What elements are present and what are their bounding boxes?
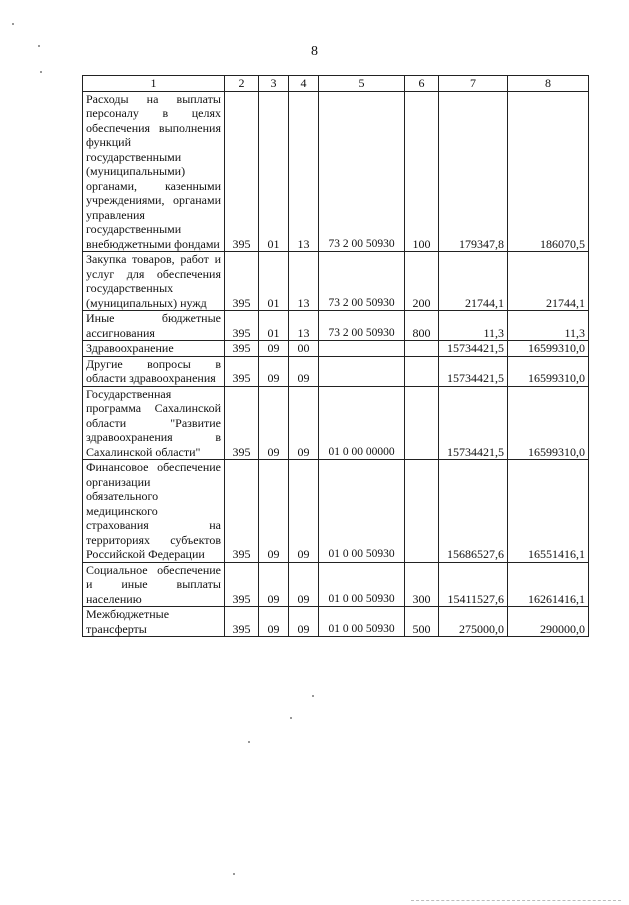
scan-edge-line [411,900,621,901]
ministry-code: 395 [225,252,259,311]
expense-name: Иные бюджетные ассигнования [83,311,225,341]
ministry-code: 395 [225,460,259,563]
column-header: 8 [508,76,589,92]
expense-type-code [405,356,439,386]
target-article-code: 01 0 00 50930 [319,460,405,563]
scan-speck [233,873,235,875]
amount-year-2: 16599310,0 [508,356,589,386]
section-code: 01 [259,252,289,311]
target-article-code: 01 0 00 50930 [319,607,405,637]
amount-year-1: 11,3 [439,311,508,341]
subsection-code: 09 [289,607,319,637]
subsection-code: 13 [289,91,319,252]
expense-type-code [405,386,439,460]
expense-type-code: 800 [405,311,439,341]
scan-speck [40,71,42,73]
expense-name: Здравоохранение [83,341,225,357]
ministry-code: 395 [225,341,259,357]
section-code: 09 [259,356,289,386]
subsection-code: 09 [289,460,319,563]
table-row [83,607,589,637]
column-header: 2 [225,76,259,92]
expense-type-code: 200 [405,252,439,311]
amount-year-2: 16551416,1 [508,460,589,563]
expense-name: Другие вопросы в области здравоохранения [83,356,225,386]
subsection-code: 13 [289,311,319,341]
ministry-code: 395 [225,91,259,252]
section-code: 09 [259,341,289,357]
section-code: 09 [259,607,289,637]
expense-type-code: 500 [405,607,439,637]
scan-speck [12,23,14,25]
amount-year-2: 16261416,1 [508,562,589,607]
amount-year-2: 16599310,0 [508,386,589,460]
expense-type-code: 300 [405,562,439,607]
subsection-code: 09 [289,562,319,607]
section-code: 09 [259,562,289,607]
scan-speck [248,741,250,743]
column-header: 6 [405,76,439,92]
column-header: 5 [319,76,405,92]
target-article-code [319,341,405,357]
section-code: 09 [259,386,289,460]
table-row [83,252,589,311]
expense-name: Государственная программа Сахалинской области "Развитие здравоохранения в Сахалинской области" [83,386,225,460]
expense-name: Межбюджетные трансферты [83,607,225,637]
section-code: 01 [259,91,289,252]
column-header: 3 [259,76,289,92]
table-row [83,562,589,607]
column-header: 1 [83,76,225,92]
expense-type-code: 100 [405,91,439,252]
amount-year-1: 15734421,5 [439,341,508,357]
target-article-code: 01 0 00 00000 [319,386,405,460]
scan-speck [312,695,314,697]
expense-name: Закупка товаров, работ и услуг для обеспечения государственных (муниципальных) нужд [83,252,225,311]
table-row [83,341,589,357]
ministry-code: 395 [225,356,259,386]
amount-year-2: 290000,0 [508,607,589,637]
amount-year-2: 11,3 [508,311,589,341]
ministry-code: 395 [225,311,259,341]
amount-year-1: 15411527,6 [439,562,508,607]
amount-year-1: 15734421,5 [439,386,508,460]
scan-speck [38,45,40,47]
ministry-code: 395 [225,607,259,637]
subsection-code: 09 [289,386,319,460]
ministry-code: 395 [225,386,259,460]
expense-type-code [405,460,439,563]
scan-speck [290,717,292,719]
ministry-code: 395 [225,562,259,607]
amount-year-1: 275000,0 [439,607,508,637]
amount-year-1: 21744,1 [439,252,508,311]
table-row [83,311,589,341]
target-article-code: 01 0 00 50930 [319,562,405,607]
subsection-code: 13 [289,252,319,311]
target-article-code: 73 2 00 50930 [319,91,405,252]
subsection-code: 09 [289,356,319,386]
expense-name: Финансовое обеспечение организации обязательного медицинского страхования на территориях субъектов Российской Федерации [83,460,225,563]
amount-year-1: 179347,8 [439,91,508,252]
expense-type-code [405,341,439,357]
expense-name: Социальное обеспечение и иные выплаты населению [83,562,225,607]
amount-year-2: 186070,5 [508,91,589,252]
section-code: 01 [259,311,289,341]
table-row [83,356,589,386]
table-row [83,386,589,460]
expense-name: Расходы на выплаты персоналу в целях обеспечения выполнения функций государственными (муниципальными) органами, казенными учреждениями, органами управления государственными внебюджетными фондами [83,91,225,252]
table-row [83,91,589,252]
section-code: 09 [259,460,289,563]
amount-year-2: 21744,1 [508,252,589,311]
column-header: 4 [289,76,319,92]
budget-table [82,75,589,637]
subsection-code: 00 [289,341,319,357]
amount-year-2: 16599310,0 [508,341,589,357]
target-article-code: 73 2 00 50930 [319,311,405,341]
amount-year-1: 15734421,5 [439,356,508,386]
table-row [83,460,589,563]
page-number: 8 [311,44,318,59]
target-article-code: 73 2 00 50930 [319,252,405,311]
target-article-code [319,356,405,386]
table-header-row [83,76,589,92]
amount-year-1: 15686527,6 [439,460,508,563]
column-header: 7 [439,76,508,92]
